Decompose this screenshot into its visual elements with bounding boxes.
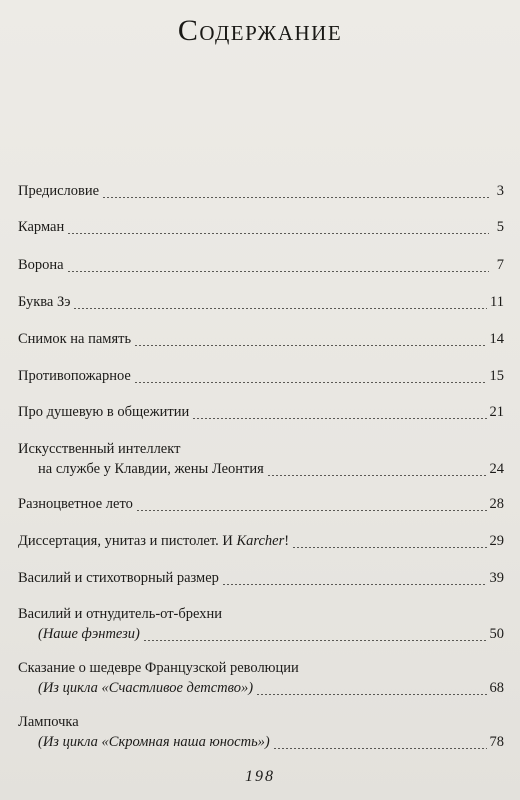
toc-entry bbox=[18, 219, 504, 239]
toc-entry-page: 68 bbox=[489, 680, 504, 696]
dot-leader bbox=[73, 308, 487, 309]
dot-leader bbox=[292, 547, 486, 548]
toc-entry-page: 78 bbox=[489, 734, 504, 750]
toc-entry bbox=[18, 714, 504, 754]
dot-leader bbox=[273, 748, 487, 749]
dot-leader bbox=[134, 345, 486, 346]
toc-entry-title: Про душевую в общежитии bbox=[18, 404, 190, 420]
toc-entry-title: Противопожарное bbox=[18, 368, 131, 384]
toc-entry-subtitle: (Из цикла «Скромная наша юность») bbox=[38, 734, 270, 750]
toc-entry-page: 28 bbox=[489, 496, 504, 512]
dot-leader bbox=[256, 694, 486, 695]
toc-entry bbox=[18, 533, 504, 553]
toc-entry-title: Василий и стихотворный размер bbox=[18, 570, 219, 586]
toc-entry bbox=[18, 570, 504, 590]
dot-leader bbox=[267, 475, 487, 476]
toc-entry-page: 29 bbox=[489, 533, 504, 549]
toc-entry bbox=[18, 368, 504, 388]
toc-entry-title: Диссертация, унитаз и пистолет. И Karcher! bbox=[18, 533, 290, 549]
toc-entry-title: Снимок на память bbox=[18, 331, 132, 347]
dot-leader bbox=[136, 510, 487, 511]
toc-entry bbox=[18, 441, 504, 481]
toc-entry-page: 50 bbox=[489, 626, 504, 642]
toc-entry bbox=[18, 294, 504, 314]
page-title: Содержание bbox=[177, 14, 343, 47]
dot-leader bbox=[222, 584, 487, 585]
toc-entry bbox=[18, 331, 504, 351]
toc-entry-page: 15 bbox=[489, 368, 504, 384]
toc-entry-subtitle: (Наше фэнтези) bbox=[38, 626, 140, 642]
toc-entry bbox=[18, 183, 504, 203]
toc-entry-title: Ворона bbox=[18, 257, 64, 273]
toc-entry-page: 7 bbox=[496, 257, 504, 273]
toc-entry-page: 39 bbox=[489, 570, 504, 586]
toc-entry-page: 21 bbox=[489, 404, 504, 420]
toc-entry bbox=[18, 404, 504, 424]
toc-entry-page: 3 bbox=[496, 183, 504, 199]
toc-entry-page: 14 bbox=[489, 331, 504, 347]
page-number: 198 bbox=[245, 768, 275, 785]
toc-entry-page: 11 bbox=[490, 294, 504, 310]
toc-entry-page: 24 bbox=[489, 461, 504, 477]
dot-leader bbox=[192, 418, 486, 419]
dot-leader bbox=[67, 233, 489, 234]
toc-entry-title: Предисловие bbox=[18, 183, 100, 199]
brand-name: Karcher bbox=[236, 533, 285, 549]
toc-entry-title: Искусственный интеллект bbox=[18, 441, 181, 457]
toc-entry bbox=[18, 660, 504, 700]
toc-entry-title: Лампочка bbox=[18, 714, 79, 730]
toc-entry-title: Разноцветное лето bbox=[18, 496, 133, 512]
toc-entry-title: Василий и отнудитель-от-брехни bbox=[18, 606, 223, 622]
toc-entry-subtitle: на службе у Клавдии, жены Леонтия bbox=[38, 461, 264, 477]
toc-entry-title: Карман bbox=[18, 219, 65, 235]
toc-entry bbox=[18, 496, 504, 516]
toc-entry-title: Буква Зэ bbox=[18, 294, 71, 310]
dot-leader bbox=[67, 271, 489, 272]
toc-entry-page: 5 bbox=[496, 219, 504, 235]
dot-leader bbox=[102, 197, 489, 198]
toc-entry-subtitle: (Из цикла «Счастливое детство») bbox=[38, 680, 254, 696]
toc-entry-title: Сказание о шедевре Французской революции bbox=[18, 660, 299, 676]
dot-leader bbox=[134, 382, 487, 383]
toc-entry bbox=[18, 606, 504, 646]
toc-entry bbox=[18, 257, 504, 277]
dot-leader bbox=[143, 640, 487, 641]
